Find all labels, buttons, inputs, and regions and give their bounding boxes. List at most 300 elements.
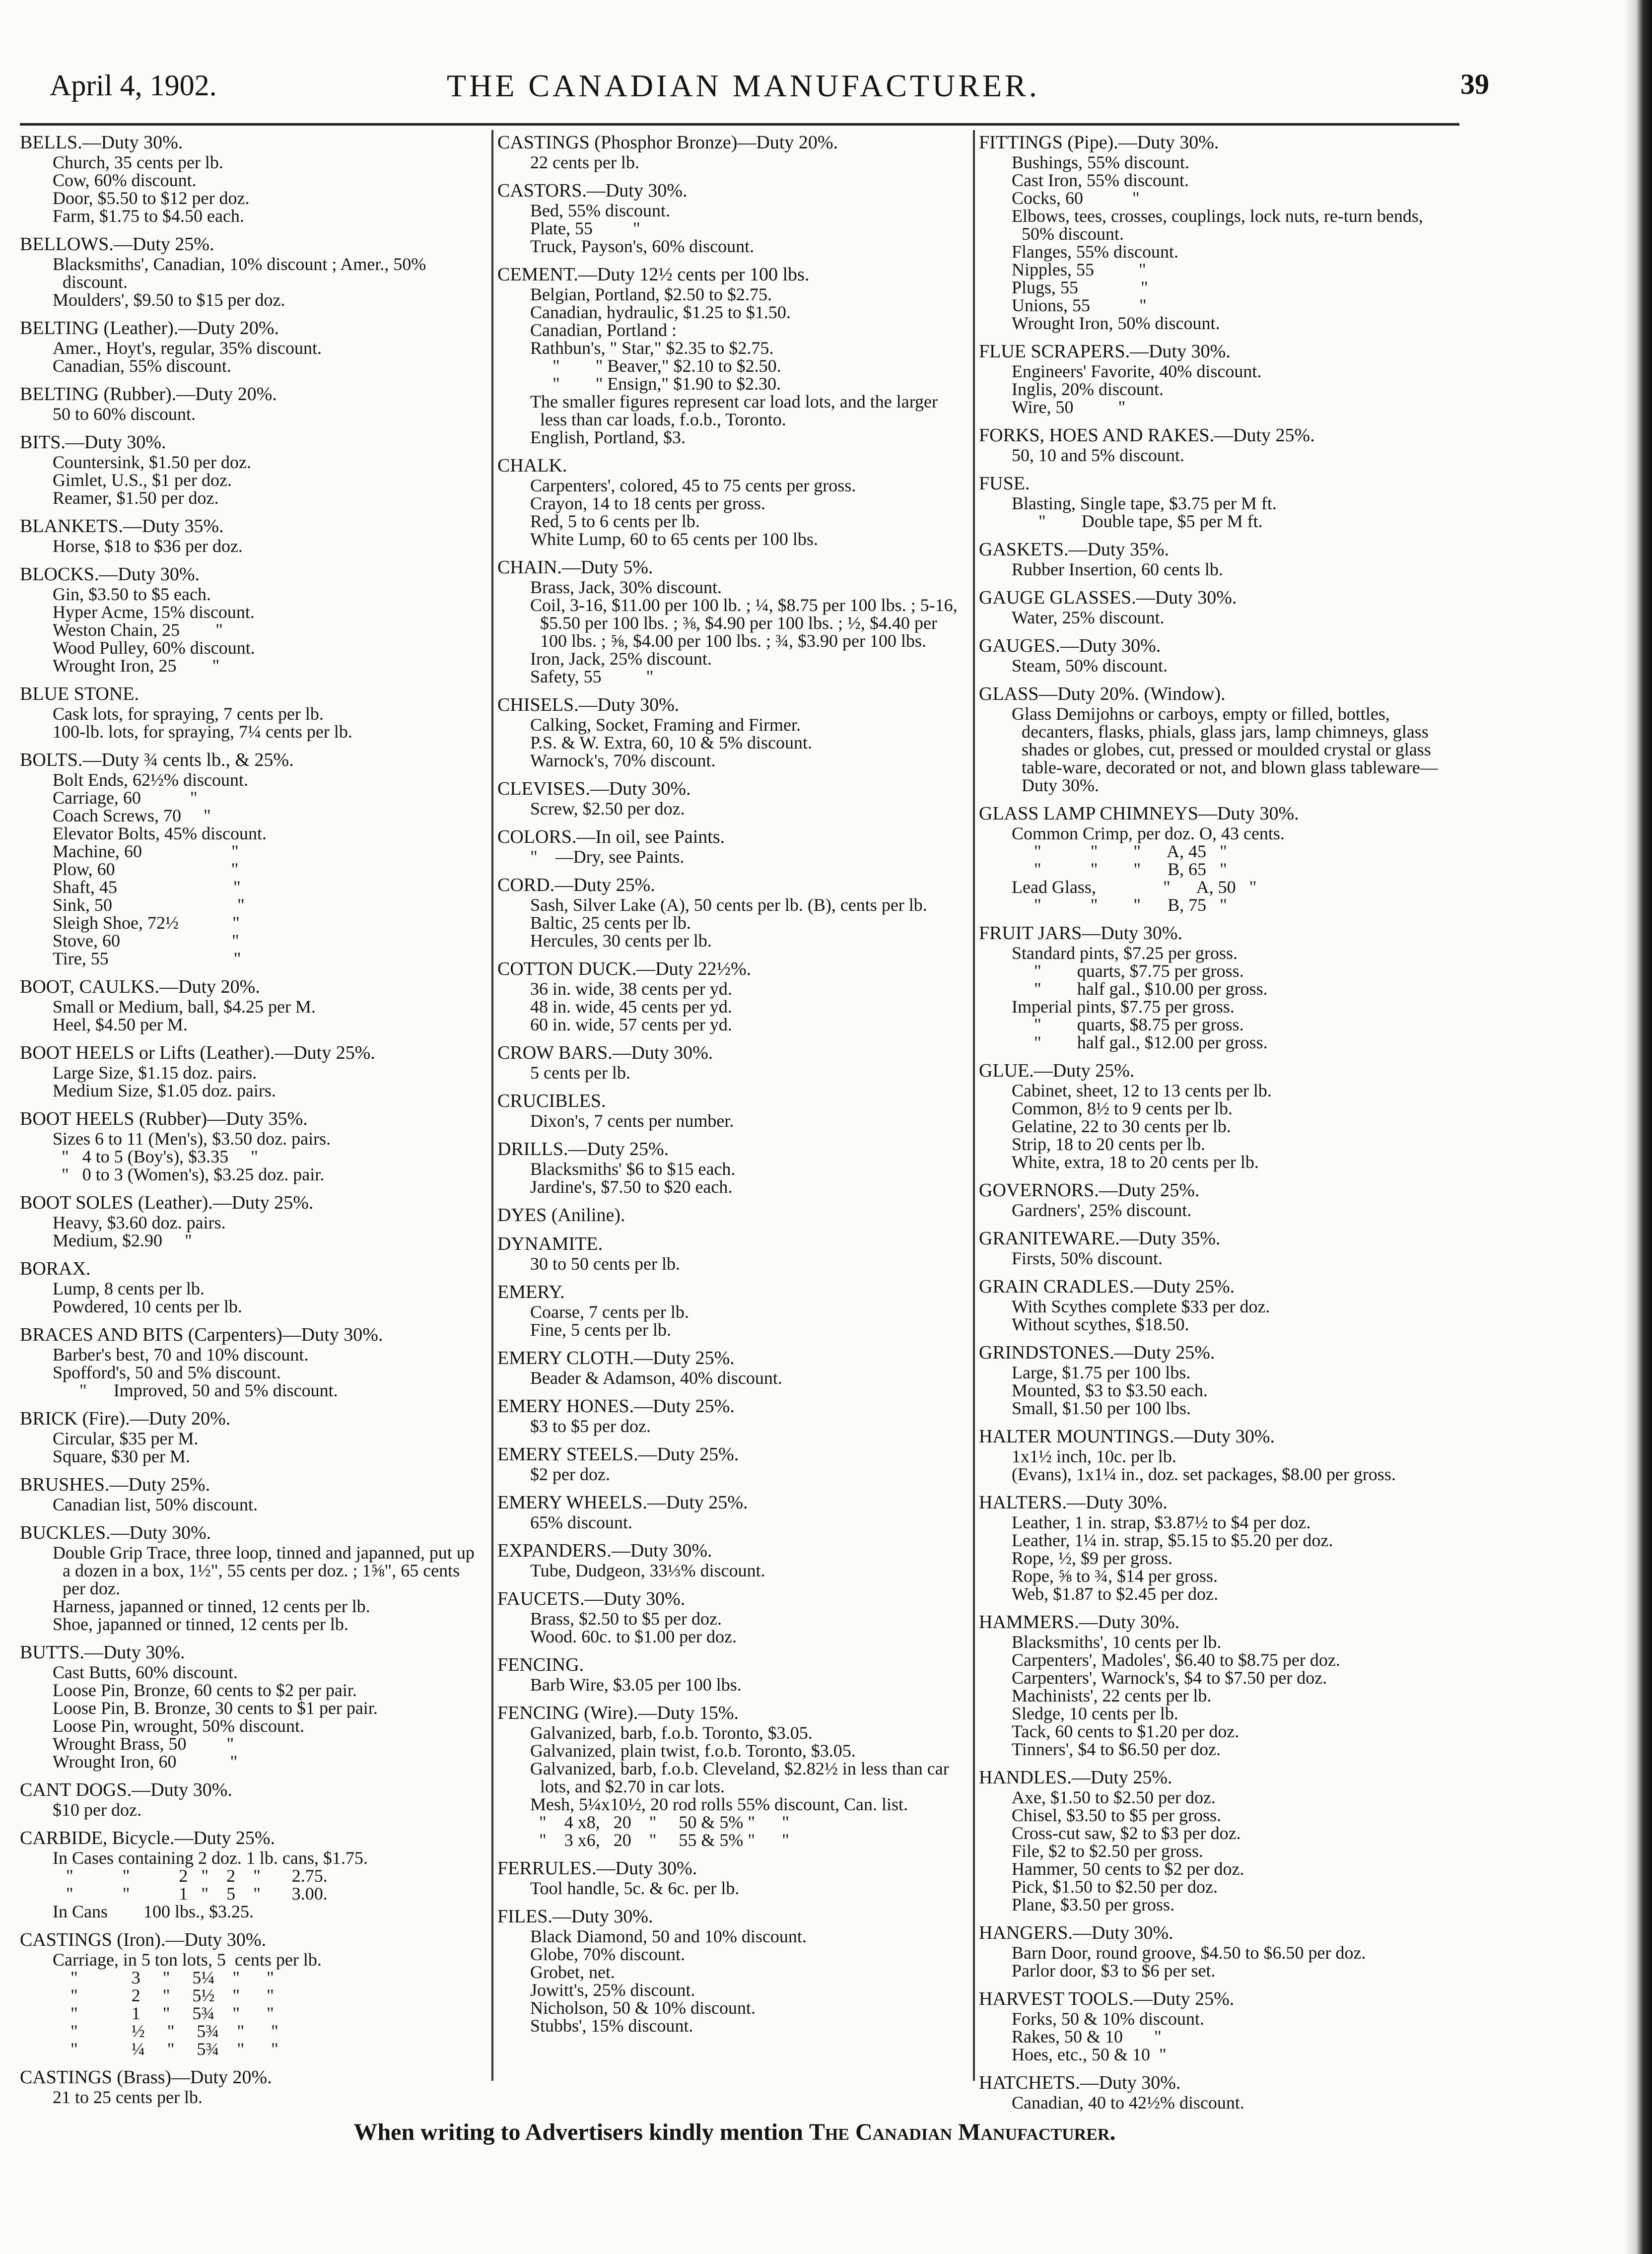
price-section [979, 1277, 1441, 1333]
price-section [497, 1092, 959, 1130]
price-line: Loose Pin, B. Bronze, 30 cents to $1 per pair. [53, 1698, 378, 1718]
price-line: $10 per doz. [53, 1800, 141, 1820]
price-line: " " Beaver," $2.10 to $2.50. [530, 356, 781, 376]
price-line: In Cans 100 lbs., $3.25. [53, 1902, 254, 1921]
price-line: Hammer, 50 cents to $2 per doz. [1012, 1859, 1244, 1879]
price-line: Rope, ⅝ to ¾, $14 per gross. [1012, 1566, 1218, 1586]
price-line: Carriage, in 5 ton lots, 5 cents per lb. [53, 1950, 322, 1970]
price-line: Sledge, 10 cents per lb. [1012, 1704, 1178, 1723]
price-section [497, 133, 959, 171]
price-line: Carriage, 60 " [53, 788, 198, 808]
price-line: Carpenters', Warnock's, $4 to $7.50 per doz. [1012, 1668, 1327, 1688]
price-line: Calking, Socket, Framing and Firmer. [530, 715, 801, 735]
price-line: White Lump, 60 to 65 cents per 100 lbs. [530, 529, 818, 549]
price-line: Heel, $4.50 per M. [53, 1015, 188, 1034]
price-line: Lead Glass, " A, 50 " [1012, 877, 1257, 897]
price-line: Firsts, 50% discount. [1012, 1248, 1163, 1268]
price-section [979, 1493, 1441, 1603]
price-line: Coil, 3-16, $11.00 per 100 lb. ; ¼, $8.75 per 100 lbs. ; 5-16, $5.50 per 100 lbs. ; ⅜, $4.90 per 100 lbs. ; ½, $4.40 per 100 lbs. ; ⅝, $4.00 per 100 lbs. ; ¾, $3.90 per 100 lbs. [530, 595, 962, 651]
price-line: Cask lots, for spraying, 7 cents per lb. [53, 704, 324, 724]
section-title: BRICK (Fire).—Duty 20%. [20, 1408, 231, 1429]
section-title: EMERY WHEELS.—Duty 25%. [497, 1492, 748, 1513]
price-section [497, 1541, 959, 1579]
price-line: White, extra, 18 to 20 cents per lb. [1012, 1152, 1259, 1172]
price-section [979, 804, 1441, 914]
price-line: In Cases containing 2 doz. 1 lb. cans, $1.75. [53, 1848, 368, 1868]
price-line: Harness, japanned or tinned, 12 cents per lb. [53, 1596, 370, 1616]
section-title: EMERY. [497, 1282, 565, 1302]
price-line: Blacksmiths', Canadian, 10% discount ; Amer., 50% discount. [53, 254, 431, 292]
price-line: Mounted, $3 to $3.50 each. [1012, 1380, 1208, 1400]
price-line: Canadian, Portland : [530, 320, 677, 340]
price-section [20, 1643, 482, 1771]
price-line: 48 in. wide, 45 cents per yd. [530, 997, 732, 1017]
price-section [979, 540, 1441, 578]
price-section [20, 319, 482, 375]
price-line: Rope, ½, $9 per gross. [1012, 1548, 1172, 1568]
price-line: 65% discount. [530, 1512, 632, 1532]
price-line: Baltic, 25 cents per lb. [530, 913, 691, 933]
price-line: Sleigh Shoe, 72½ " [53, 913, 240, 933]
price-section [497, 456, 959, 548]
price-section [979, 342, 1441, 416]
price-section [20, 517, 482, 555]
price-line: Screw, $2.50 per doz. [530, 799, 685, 819]
price-line: Imperial pints, $7.75 per gross. [1012, 997, 1235, 1017]
price-line: Barber's best, 70 and 10% discount. [53, 1345, 309, 1365]
price-section [497, 1589, 959, 1645]
section-title: CHAIN.—Duty 5%. [497, 557, 653, 578]
price-line: $3 to $5 per doz. [530, 1416, 651, 1436]
price-line: Cow, 60% discount. [53, 170, 197, 190]
section-title: CROW BARS.—Duty 30%. [497, 1042, 713, 1063]
price-line: Blacksmiths', 10 cents per lb. [1012, 1632, 1222, 1652]
price-section [20, 684, 482, 741]
price-line: Elbows, tees, crosses, couplings, lock nuts, re-turn bends, 50% discount. [1012, 206, 1428, 244]
price-line: " half gal., $12.00 per gross. [1012, 1032, 1268, 1052]
price-section [979, 1923, 1441, 1980]
price-section [497, 1907, 959, 2035]
price-line: $2 per doz. [530, 1464, 610, 1484]
price-line: Weston Chain, 25 " [53, 620, 223, 640]
price-line: Leather, 1¼ in. strap, $5.15 to $5.20 per doz. [1012, 1530, 1333, 1550]
price-line: Beader & Adamson, 40% discount. [530, 1368, 782, 1388]
price-section [979, 588, 1441, 626]
price-line: " " 2 " 2 " 2.75. [53, 1866, 328, 1886]
price-line: Rakes, 50 & 10 " [1012, 2027, 1162, 2047]
header-rule [20, 123, 1459, 126]
section-title: BOLTS.—Duty ¾ cents lb., & 25%. [20, 750, 294, 770]
price-section [20, 433, 482, 507]
price-line: With Scythes complete $33 per doz. [1012, 1297, 1270, 1316]
price-section [497, 1234, 959, 1273]
price-line: " —Dry, see Paints. [530, 847, 685, 867]
price-line: " " " B, 65 " [1012, 859, 1227, 879]
price-line: Iron, Jack, 25% discount. [530, 649, 712, 669]
price-section [497, 695, 959, 769]
price-line: Blacksmiths' $6 to $15 each. [530, 1159, 736, 1179]
price-line: " 4 to 5 (Boy's), $3.35 " [53, 1147, 258, 1166]
section-title: BUTTS.—Duty 30%. [20, 1642, 185, 1663]
price-line: " half gal., $10.00 per gross. [1012, 979, 1268, 999]
section-title: DYES (Aniline). [497, 1205, 625, 1226]
section-title: GLASS LAMP CHIMNEYS—Duty 30%. [979, 803, 1299, 824]
price-section [497, 959, 959, 1033]
price-column-3 [979, 133, 1441, 2121]
price-line: Standard pints, $7.25 per gross. [1012, 943, 1238, 963]
price-line: " 1 " 5¾ " " [53, 2003, 274, 2023]
price-line: Galvanized, plain twist, f.o.b. Toronto, $3.05. [530, 1741, 856, 1761]
section-title: BITS.—Duty 30%. [20, 432, 166, 453]
advertiser-notice-magazine: The Canadian Manufacturer. [809, 2119, 1116, 2145]
section-title: CRUCIBLES. [497, 1091, 606, 1111]
price-line: Heavy, $3.60 doz. pairs. [53, 1213, 226, 1232]
price-section [979, 1181, 1441, 1219]
section-title: GAUGES.—Duty 30%. [979, 635, 1161, 656]
price-line: Barn Door, round groove, $4.50 to $6.50 per doz. [1012, 1943, 1366, 1963]
price-section [20, 1193, 482, 1249]
price-section [20, 1325, 482, 1399]
price-line: Powdered, 10 cents per lb. [53, 1297, 242, 1316]
price-line: Parlor door, $3 to $6 per set. [1012, 1961, 1216, 1981]
section-title: CANT DOGS.—Duty 30%. [20, 1779, 232, 1800]
price-line: Amer., Hoyt's, regular, 35% discount. [53, 338, 322, 358]
price-line: Medium Size, $1.05 doz. pairs. [53, 1081, 276, 1100]
price-section [20, 1109, 482, 1183]
price-line: Lump, 8 cents per lb. [53, 1279, 205, 1298]
price-line: Canadian list, 50% discount. [53, 1495, 258, 1514]
price-line: " 2 " 5½ " " [53, 1985, 274, 2005]
section-title: FITTINGS (Pipe).—Duty 30%. [979, 132, 1219, 153]
price-line: English, Portland, $3. [530, 427, 686, 447]
price-section [497, 1704, 959, 1849]
price-section [20, 1043, 482, 1099]
price-line: Wrought Iron, 25 " [53, 656, 220, 676]
price-section [497, 876, 959, 950]
price-line: Cocks, 60 " [1012, 188, 1140, 208]
section-title: CARBIDE, Bicycle.—Duty 25%. [20, 1828, 275, 1848]
issue-date: April 4, 1902. [50, 69, 217, 102]
price-line: Barb Wire, $3.05 per 100 lbs. [530, 1675, 742, 1695]
section-title: GOVERNORS.—Duty 25%. [979, 1180, 1200, 1201]
price-line: Crayon, 14 to 18 cents per gross. [530, 493, 765, 513]
price-line: Nicholson, 50 & 10% discount. [530, 1998, 756, 2018]
section-title: GRANITEWARE.—Duty 35%. [979, 1228, 1221, 1249]
section-title: BOOT SOLES (Leather).—Duty 25%. [20, 1192, 314, 1213]
section-title: FILES.—Duty 30%. [497, 1906, 653, 1927]
price-line: Unions, 55 " [1012, 295, 1147, 315]
price-line: Pick, $1.50 to $2.50 per doz. [1012, 1877, 1218, 1897]
price-line: Wrought Iron, 50% discount. [1012, 313, 1220, 333]
price-line: 30 to 50 cents per lb. [530, 1254, 680, 1274]
price-line: " 4 x8, 20 " 50 & 5% " " [530, 1812, 789, 1832]
price-line: Gelatine, 22 to 30 cents per lb. [1012, 1116, 1231, 1136]
price-column-1 [20, 133, 482, 2116]
price-section [979, 1427, 1441, 1483]
section-title: FENCING. [497, 1654, 584, 1675]
price-line: Gardners', 25% discount. [1012, 1200, 1192, 1220]
section-title: BELLS.—Duty 30%. [20, 132, 183, 153]
price-section [497, 1655, 959, 1694]
price-section [497, 1206, 959, 1225]
price-line: " " " A, 45 " [1012, 841, 1227, 861]
section-title: CASTORS.—Duty 30%. [497, 180, 688, 201]
section-title: GAUGE GLASSES.—Duty 30%. [979, 587, 1237, 608]
price-line: Gin, $3.50 to $5 each. [53, 584, 211, 604]
section-title: COTTON DUCK.—Duty 22½%. [497, 958, 752, 979]
price-line: Canadian, 55% discount. [53, 356, 231, 376]
price-line: Carpenters', Madoles', $6.40 to $8.75 per doz. [1012, 1650, 1340, 1670]
price-line: " 3 " 5¼ " " [53, 1968, 274, 1987]
price-section [20, 977, 482, 1033]
price-line: Wood. 60c. to $1.00 per doz. [530, 1627, 737, 1646]
price-line: Church, 35 cents per lb. [53, 152, 223, 172]
price-section [979, 1061, 1441, 1171]
price-line: " ¼ " 5¾ " " [53, 2039, 278, 2059]
price-line: Stove, 60 " [53, 931, 239, 951]
price-line: Brass, Jack, 30% discount. [530, 577, 722, 597]
section-title: FORKS, HOES AND RAKES.—Duty 25%. [979, 425, 1315, 446]
price-line: Spofford's, 50 and 5% discount. [53, 1363, 281, 1382]
price-line: Sash, Silver Lake (A), 50 cents per lb. (B), cents per lb. [530, 895, 927, 915]
price-line: Plane, $3.50 per gross. [1012, 1895, 1174, 1914]
price-line: Jardine's, $7.50 to $20 each. [530, 1177, 733, 1197]
section-title: BLUE STONE. [20, 683, 139, 704]
price-line: Countersink, $1.50 per doz. [53, 452, 251, 472]
price-line: Galvanized, barb, f.o.b. Cleveland, $2.82½ in less than car lots, and $2.70 in car lots. [530, 1759, 954, 1796]
price-line: 36 in. wide, 38 cents per yd. [530, 979, 732, 999]
price-section [20, 133, 482, 225]
price-line: Without scythes, $18.50. [1012, 1314, 1189, 1334]
section-title: CASTINGS (Phosphor Bronze)—Duty 20%. [497, 132, 838, 153]
price-line: Cabinet, sheet, 12 to 13 cents per lb. [1012, 1081, 1272, 1100]
price-line: Belgian, Portland, $2.50 to $2.75. [530, 284, 772, 304]
price-line: Rathbun's, " Star," $2.35 to $2.75. [530, 338, 774, 358]
price-line: Horse, $18 to $36 per doz. [53, 536, 243, 556]
section-title: BLANKETS.—Duty 35%. [20, 516, 224, 537]
price-line: Common Crimp, per doz. O, 43 cents. [1012, 823, 1285, 843]
price-line: Fine, 5 cents per lb. [530, 1320, 671, 1340]
price-line: Hoes, etc., 50 & 10 " [1012, 2045, 1167, 2064]
price-line: Loose Pin, Bronze, 60 cents to $2 per pair. [53, 1680, 357, 1700]
price-line: " quarts, $7.75 per gross. [1012, 961, 1244, 981]
price-section [979, 684, 1441, 794]
price-section [979, 474, 1441, 530]
price-line: Cast Butts, 60% discount. [53, 1662, 238, 1682]
price-line: Common, 8½ to 9 cents per lb. [1012, 1098, 1233, 1118]
price-line: The smaller figures represent car load lots, and the larger less than car loads, f.o.b., Toronto. [530, 392, 943, 429]
price-section [20, 1780, 482, 1819]
price-line: 5 cents per lb. [530, 1063, 630, 1083]
price-line: Inglis, 20% discount. [1012, 379, 1164, 399]
price-line: Bed, 55% discount. [530, 201, 670, 220]
price-line: Cast Iron, 55% discount. [1012, 170, 1189, 190]
price-line: Grobet, net. [530, 1962, 615, 1982]
section-title: EXPANDERS.—Duty 30%. [497, 1540, 712, 1561]
section-title: DYNAMITE. [497, 1233, 603, 1254]
section-title: GRAIN CRADLES.—Duty 25%. [979, 1276, 1235, 1297]
section-title: BELLOWS.—Duty 25%. [20, 234, 214, 255]
price-line: " " " B, 75 " [1012, 895, 1227, 915]
price-line: Canadian, hydraulic, $1.25 to $1.50. [530, 302, 791, 322]
price-section [497, 1043, 959, 1082]
magazine-title: THE CANADIAN MANUFACTURER. [447, 68, 1040, 103]
section-title: HANGERS.—Duty 30%. [979, 1922, 1173, 1943]
price-line: File, $2 to $2.50 per gross. [1012, 1841, 1203, 1861]
price-section [20, 1475, 482, 1513]
section-title: CLEVISES.—Duty 30%. [497, 778, 691, 799]
price-line: Bolt Ends, 62½% discount. [53, 770, 248, 790]
price-line: (Evans), 1x1¼ in., doz. set packages, $8.00 per gross. [1012, 1464, 1396, 1484]
price-section [497, 779, 959, 818]
price-line: Circular, $35 per M. [53, 1429, 199, 1448]
price-line: Gimlet, U.S., $1 per doz. [53, 470, 232, 490]
price-section [979, 1613, 1441, 1758]
price-line: Wrought Iron, 60 " [53, 1752, 238, 1772]
price-line: 50 to 60% discount. [53, 404, 196, 424]
price-line: " ½ " 5¾ " " [53, 2021, 278, 2041]
price-section [20, 1523, 482, 1633]
section-title: EMERY HONES.—Duty 25%. [497, 1396, 735, 1417]
price-line: Wood Pulley, 60% discount. [53, 638, 255, 658]
price-line: Forks, 50 & 10% discount. [1012, 2009, 1205, 2029]
price-section [979, 924, 1441, 1051]
price-line: Moulders', $9.50 to $15 per doz. [53, 290, 285, 310]
section-title: BOOT HEELS (Rubber)—Duty 35%. [20, 1108, 308, 1129]
price-line: Small, $1.50 per 100 lbs. [1012, 1398, 1191, 1418]
price-line: Large Size, $1.15 doz. pairs. [53, 1063, 257, 1083]
page-number: 39 [1460, 68, 1489, 100]
price-section [497, 557, 962, 686]
section-title: FLUE SCRAPERS.—Duty 30%. [979, 341, 1231, 362]
price-line: " Improved, 50 and 5% discount. [53, 1380, 338, 1400]
price-section [979, 426, 1441, 464]
price-section [497, 181, 959, 255]
price-line: Stubbs', 15% discount. [530, 2016, 693, 2036]
section-title: HARVEST TOOLS.—Duty 25%. [979, 1988, 1235, 2009]
price-section [979, 636, 1441, 675]
price-line: " 3 x6, 20 " 55 & 5% " " [530, 1830, 789, 1850]
section-title: HATCHETS.—Duty 30%. [979, 2072, 1181, 2093]
section-title: FAUCETS.—Duty 30%. [497, 1588, 686, 1609]
section-title: FERRULES.—Duty 30%. [497, 1858, 697, 1879]
price-line: Cross-cut saw, $2 to $3 per doz. [1012, 1823, 1241, 1843]
price-line: Sink, 50 " [53, 895, 245, 915]
price-line: Canadian, 40 to 42½% discount. [1012, 2093, 1244, 2113]
price-line: Brass, $2.50 to $5 per doz. [530, 1609, 722, 1629]
price-section [497, 1283, 959, 1339]
page-header [50, 59, 1489, 113]
price-line: Wire, 50 " [1012, 397, 1126, 417]
price-line: 22 cents per lb. [530, 152, 639, 172]
price-section [20, 385, 482, 423]
section-title: EMERY CLOTH.—Duty 25%. [497, 1348, 735, 1368]
price-line: Sizes 6 to 11 (Men's), $3.50 doz. pairs. [53, 1129, 331, 1149]
price-line: Steam, 50% discount. [1012, 656, 1168, 676]
price-line: P.S. & W. Extra, 60, 10 & 5% discount. [530, 733, 813, 752]
price-section [497, 1140, 959, 1196]
section-title: GLASS—Duty 20%. (Window). [979, 683, 1226, 704]
price-line: Strip, 18 to 20 cents per lb. [1012, 1134, 1205, 1154]
price-line: 1x1½ inch, 10c. per lb. [1012, 1446, 1176, 1466]
price-line: " " 1 " 5 " 3.00. [53, 1884, 328, 1904]
price-section [20, 565, 482, 675]
section-title: EMERY STEELS.—Duty 25%. [497, 1444, 739, 1465]
section-title: BRUSHES.—Duty 25%. [20, 1474, 210, 1495]
price-section [979, 133, 1441, 332]
section-title: CHISELS.—Duty 30%. [497, 694, 680, 715]
price-line: Plow, 60 " [53, 859, 239, 879]
price-line: Door, $5.50 to $12 per doz. [53, 188, 250, 208]
section-title: GLUE.—Duty 25%. [979, 1060, 1135, 1081]
price-line: Jowitt's, 25% discount. [530, 1980, 695, 2000]
price-section [20, 235, 482, 309]
price-section [20, 751, 482, 967]
price-line: Truck, Payson's, 60% discount. [530, 236, 755, 256]
price-line: Machine, 60 " [53, 841, 239, 861]
page-edge [1623, 0, 1652, 2254]
price-section [20, 1259, 482, 1315]
price-line: Shaft, 45 " [53, 877, 241, 897]
price-line: Reamer, $1.50 per doz. [53, 488, 219, 508]
price-line: Shoe, japanned or tinned, 12 cents per lb. [53, 1614, 348, 1634]
price-line: Chisel, $3.50 to $5 per gross. [1012, 1805, 1221, 1825]
price-line: Flanges, 55% discount. [1012, 242, 1178, 262]
price-section [979, 1229, 1441, 1267]
section-title: GRINDSTONES.—Duty 25%. [979, 1342, 1215, 1363]
price-line: 100-lb. lots, for spraying, 7¼ cents per lb. [53, 722, 352, 742]
price-line: Rubber Insertion, 60 cents lb. [1012, 559, 1223, 579]
section-title: DRILLS.—Duty 25%. [497, 1139, 669, 1160]
price-line: 50, 10 and 5% discount. [1012, 445, 1184, 465]
price-line: Safety, 55 " [530, 667, 654, 686]
price-line: Wrought Brass, 50 " [53, 1734, 234, 1754]
section-title: BLOCKS.—Duty 30%. [20, 564, 200, 585]
section-title: HAMMERS.—Duty 30%. [979, 1612, 1180, 1633]
section-title: BOOT, CAULKS.—Duty 20%. [20, 976, 260, 997]
price-section [497, 265, 959, 446]
price-section [497, 1493, 959, 1531]
section-title: CORD.—Duty 25%. [497, 875, 655, 895]
price-line: Tube, Dudgeon, 33⅓% discount. [530, 1561, 765, 1580]
price-line: Leather, 1 in. strap, $3.87½ to $4 per doz. [1012, 1512, 1311, 1532]
section-title: BOOT HEELS or Lifts (Leather).—Duty 25%. [20, 1042, 375, 1063]
price-line: Axe, $1.50 to $2.50 per doz. [1012, 1787, 1216, 1807]
price-section [979, 1768, 1441, 1913]
price-section [20, 2068, 482, 2106]
section-title: FENCING (Wire).—Duty 15%. [497, 1703, 739, 1723]
price-line: Machinists', 22 cents per lb. [1012, 1686, 1212, 1706]
price-line: Glass Demijohns or carboys, empty or filled, bottles, decanters, flasks, phials, glass jars, lamp chimneys, glass shades or globes, cut, pressed or moulded crystal or glass table-ware, decorated or not, and blown glass tableware—Duty 30%. [1012, 704, 1438, 795]
price-section [20, 1930, 482, 2058]
price-line: Tool handle, 5c. & 6c. per lb. [530, 1878, 740, 1898]
price-line: 21 to 25 cents per lb. [53, 2087, 203, 2107]
price-line: Plate, 55 " [530, 218, 640, 238]
price-line: Tinners', $4 to $6.50 per doz. [1012, 1739, 1221, 1759]
price-section [497, 1349, 959, 1387]
price-section [979, 1343, 1441, 1417]
section-title: CASTINGS (Iron).—Duty 30%. [20, 1929, 267, 1950]
section-title: FRUIT JARS—Duty 30%. [979, 923, 1182, 944]
section-title: COLORS.—In oil, see Paints. [497, 826, 725, 847]
price-column-2 [497, 132, 962, 2045]
section-title: BRACES AND BITS (Carpenters)—Duty 30%. [20, 1324, 383, 1345]
price-line: Coach Screws, 70 " [53, 806, 211, 825]
price-line: Dixon's, 7 cents per number. [530, 1111, 734, 1131]
price-line: Mesh, 5¼x10½, 20 rod rolls 55% discount, Can. list. [530, 1794, 908, 1814]
price-line: Hercules, 30 cents per lb. [530, 931, 712, 951]
section-title: BUCKLES.—Duty 30%. [20, 1522, 211, 1543]
